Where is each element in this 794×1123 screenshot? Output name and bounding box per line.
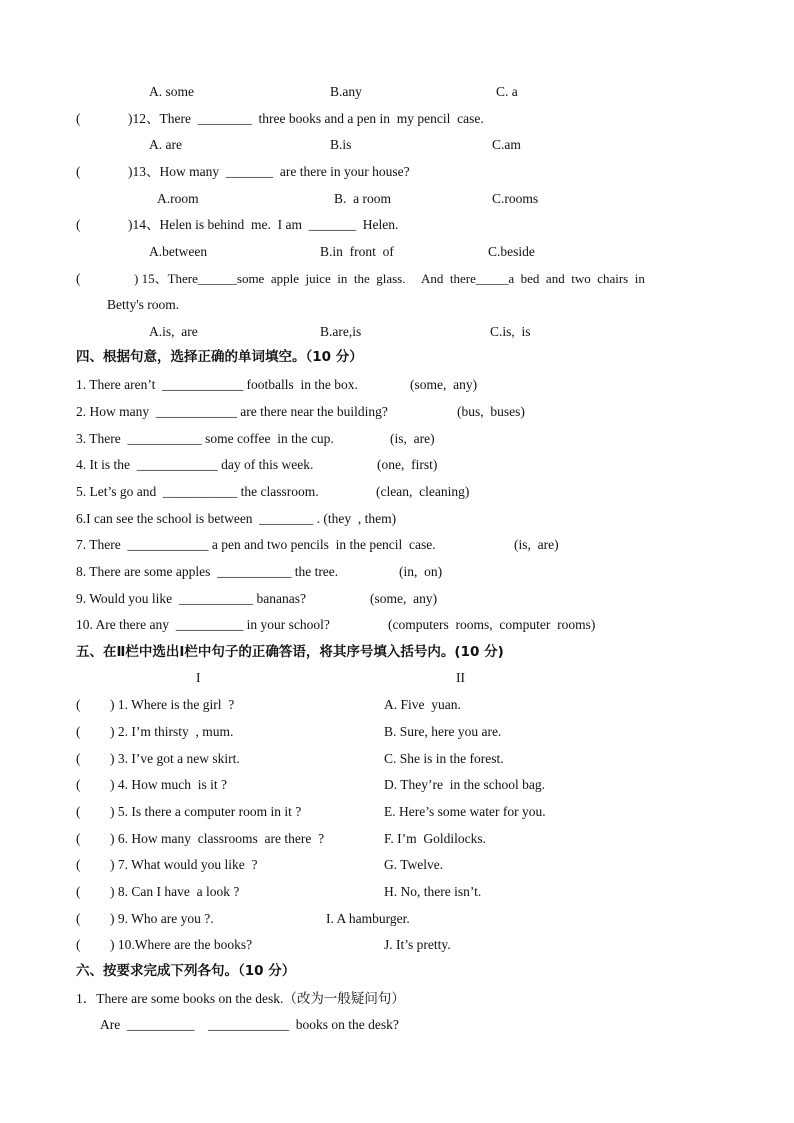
fill-item-2: 2. How many ____________ are there near the building?	[76, 404, 388, 419]
answer-paren: (	[76, 777, 81, 792]
q15-option-a: A.is, are	[149, 324, 198, 339]
question-12: )12、There ________ three books and a pen in my pencil case.	[128, 111, 484, 126]
q11-option-a: A. some	[149, 84, 194, 99]
section-4-heading: 四、根据句意，选择正确的单词填空。（10 分）	[76, 349, 363, 365]
fill-item-9: 9. Would you like ___________ bananas?	[76, 591, 307, 606]
q15-option-b: B.are,is	[320, 324, 362, 339]
match-left-7: ) 7. What would you like ?	[110, 857, 258, 872]
answer-paren: (	[76, 697, 81, 712]
question-14: )14、Helen is behind me. I am _______ Helen.	[128, 217, 399, 232]
answer-paren: (	[76, 111, 81, 126]
match-left-5: ) 5. Is there a computer room in it ?	[110, 804, 302, 819]
match-left-4: ) 4. How much is it ?	[110, 777, 227, 792]
match-right-e: E. Here’s some water for you.	[384, 804, 546, 819]
fill-item-7: 7. There ____________ a pen and two pencils in the pencil case.	[76, 537, 436, 552]
q14-option-c: C.beside	[488, 244, 535, 259]
section-5-heading: 五、在Ⅱ栏中选出Ⅰ栏中句子的正确答语，将其序号填入括号内。(10 分)	[76, 644, 504, 660]
match-left-1: ) 1. Where is the girl ?	[110, 697, 235, 712]
match-right-h: H. No, there isn’t.	[384, 884, 482, 899]
fill-hint-10: (computers rooms, computer rooms)	[388, 617, 596, 632]
question-15: ) 15、There______some apple juice in the glass. And there_____a bed and two chairs in	[134, 271, 645, 286]
question-13: )13、How many _______ are there in your house?	[128, 164, 410, 179]
column-ii-header: II	[456, 670, 465, 685]
fill-item-10: 10. Are there any __________ in your school?	[76, 617, 330, 632]
answer-paren: (	[76, 937, 81, 952]
q13-option-c: C.rooms	[492, 191, 539, 206]
q12-option-a: A. are	[149, 137, 182, 152]
q11-option-b: B.any	[330, 84, 362, 99]
fill-item-3: 3. There ___________ some coffee in the cup.	[76, 431, 334, 446]
answer-paren: (	[76, 831, 81, 846]
answer-paren: (	[76, 164, 81, 179]
match-right-f: F. I’m Goldilocks.	[384, 831, 487, 846]
q14-option-b: B.in front of	[320, 244, 394, 259]
match-right-d: D. They’re in the school bag.	[384, 777, 545, 792]
match-left-9: ) 9. Who are you ?.	[110, 911, 214, 926]
fill-item-1: 1. There aren’t ____________ footballs in the box.	[76, 377, 358, 392]
fill-hint-7: (is, are)	[514, 537, 559, 552]
fill-hint-8: (in, on)	[399, 564, 443, 579]
match-right-b: B. Sure, here you are.	[384, 724, 502, 739]
match-left-6: ) 6. How many classrooms are there ?	[110, 831, 325, 846]
answer-paren: (	[76, 217, 81, 232]
answer-paren: (	[76, 804, 81, 819]
q14-option-a: A.between	[149, 244, 208, 259]
fill-item-5: 5. Let’s go and ___________ the classroom.	[76, 484, 319, 499]
answer-paren: (	[76, 271, 81, 286]
section-6-heading: 六、按要求完成下列各句。（10 分）	[76, 963, 296, 979]
q13-option-b: B. a room	[334, 191, 391, 206]
answer-paren: (	[76, 751, 81, 766]
fill-hint-1: (some, any)	[410, 377, 478, 392]
fill-item-4: 4. It is the ____________ day of this week.	[76, 457, 314, 472]
match-left-8: ) 8. Can I have a look ?	[110, 884, 240, 899]
column-i-header: I	[196, 670, 201, 685]
match-left-2: ) 2. I’m thirsty , mum.	[110, 724, 234, 739]
transform-answer-1: Are __________ ____________ books on the desk?	[100, 1017, 399, 1032]
transform-question-1: 1．There are some books on the desk.（改为一般疑问句）	[76, 991, 405, 1006]
fill-hint-9: (some, any)	[370, 591, 438, 606]
question-15-cont: Betty's room.	[107, 297, 180, 312]
match-right-g: G. Twelve.	[384, 857, 444, 872]
match-right-a: A. Five yuan.	[384, 697, 461, 712]
fill-hint-2: (bus, buses)	[457, 404, 525, 419]
match-right-j: J. It’s pretty.	[384, 937, 451, 952]
answer-paren: (	[76, 724, 81, 739]
match-right-c: C. She is in the forest.	[384, 751, 504, 766]
fill-item-6: 6.I can see the school is between ________ . (they , them)	[76, 511, 397, 526]
q12-option-c: C.am	[492, 137, 521, 152]
q15-option-c: C.is, is	[490, 324, 531, 339]
fill-item-8: 8. There are some apples ___________ the tree.	[76, 564, 339, 579]
match-left-10: ) 10.Where are the books?	[110, 937, 253, 952]
q11-option-c: C. a	[496, 84, 518, 99]
fill-hint-5: (clean, cleaning)	[376, 484, 470, 499]
fill-hint-3: (is, are)	[390, 431, 435, 446]
q13-option-a: A.room	[157, 191, 199, 206]
answer-paren: (	[76, 911, 81, 926]
match-left-3: ) 3. I’ve got a new skirt.	[110, 751, 240, 766]
fill-hint-4: (one, first)	[377, 457, 438, 472]
q12-option-b: B.is	[330, 137, 352, 152]
answer-paren: (	[76, 857, 81, 872]
match-right-i: I. A hamburger.	[326, 911, 410, 926]
answer-paren: (	[76, 884, 81, 899]
